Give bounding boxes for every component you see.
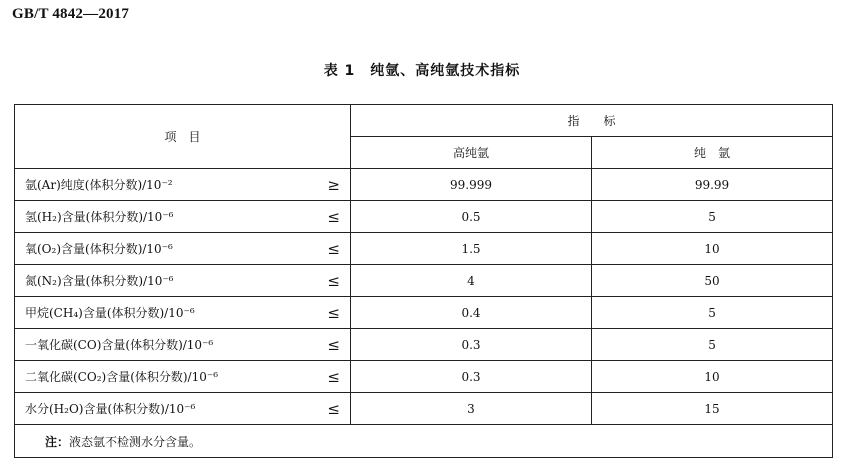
row-item-label: 甲烷(CH₄)含量(体积分数)/10⁻⁶	[25, 306, 195, 320]
note-label: 注：	[45, 434, 70, 449]
pure-value: 99.99	[592, 169, 833, 201]
row-item-label: 氧(O₂)含量(体积分数)/10⁻⁶	[25, 242, 173, 256]
pure-value: 5	[592, 329, 833, 361]
column-header-index: 指 标	[351, 105, 833, 137]
high-purity-value: 0.4	[351, 297, 592, 329]
table-row	[15, 361, 833, 393]
high-purity-value: 4	[351, 265, 592, 297]
operator-symbol: ≤	[327, 335, 340, 354]
row-item-cell	[15, 361, 351, 393]
column-header-high-purity: 高纯氩	[351, 137, 592, 169]
high-purity-value: 99.999	[351, 169, 592, 201]
row-item-cell	[15, 393, 351, 425]
pure-value: 10	[592, 233, 833, 265]
high-purity-value: 0.5	[351, 201, 592, 233]
technical-index-table	[14, 104, 833, 458]
pure-value: 15	[592, 393, 833, 425]
operator-symbol: ≤	[327, 399, 340, 418]
row-item-label: 氩(Ar)纯度(体积分数)/10⁻²	[25, 178, 173, 192]
operator-symbol: ≥	[327, 175, 340, 194]
row-item-label: 二氧化碳(CO₂)含量(体积分数)/10⁻⁶	[25, 370, 219, 384]
standard-code: GB/T 4842—2017	[12, 6, 130, 22]
pure-value: 50	[592, 265, 833, 297]
table-row	[15, 393, 833, 425]
table-row	[15, 329, 833, 361]
high-purity-value: 0.3	[351, 361, 592, 393]
high-purity-value: 3	[351, 393, 592, 425]
row-item-label: 氢(H₂)含量(体积分数)/10⁻⁶	[25, 210, 174, 224]
high-purity-value: 0.3	[351, 329, 592, 361]
row-item-cell	[15, 233, 351, 265]
row-item-cell	[15, 297, 351, 329]
operator-symbol: ≤	[327, 303, 340, 322]
column-header-item: 项 目	[15, 105, 351, 169]
row-item-cell	[15, 169, 351, 201]
table-row	[15, 265, 833, 297]
table-title: 表 1 纯氩、高纯氩技术指标	[323, 63, 521, 79]
operator-symbol: ≤	[327, 367, 340, 386]
row-item-label: 水分(H₂O)含量(体积分数)/10⁻⁶	[25, 402, 196, 416]
pure-value: 5	[592, 297, 833, 329]
table-row	[15, 233, 833, 265]
operator-symbol: ≤	[327, 271, 340, 290]
high-purity-value: 1.5	[351, 233, 592, 265]
table-row	[15, 297, 833, 329]
row-item-cell	[15, 201, 351, 233]
pure-value: 5	[592, 201, 833, 233]
note-text: 液态氩不检测水分含量。	[69, 434, 202, 449]
row-item-label: 一氧化碳(CO)含量(体积分数)/10⁻⁶	[25, 338, 214, 352]
table-note-row	[15, 425, 833, 458]
row-item-label: 氮(N₂)含量(体积分数)/10⁻⁶	[25, 274, 174, 288]
operator-symbol: ≤	[327, 239, 340, 258]
pure-value: 10	[592, 361, 833, 393]
row-item-cell	[15, 265, 351, 297]
operator-symbol: ≤	[327, 207, 340, 226]
row-item-cell	[15, 329, 351, 361]
table-note	[15, 425, 833, 458]
table-row	[15, 169, 833, 201]
column-header-pure: 纯 氩	[592, 137, 833, 169]
table-row	[15, 201, 833, 233]
